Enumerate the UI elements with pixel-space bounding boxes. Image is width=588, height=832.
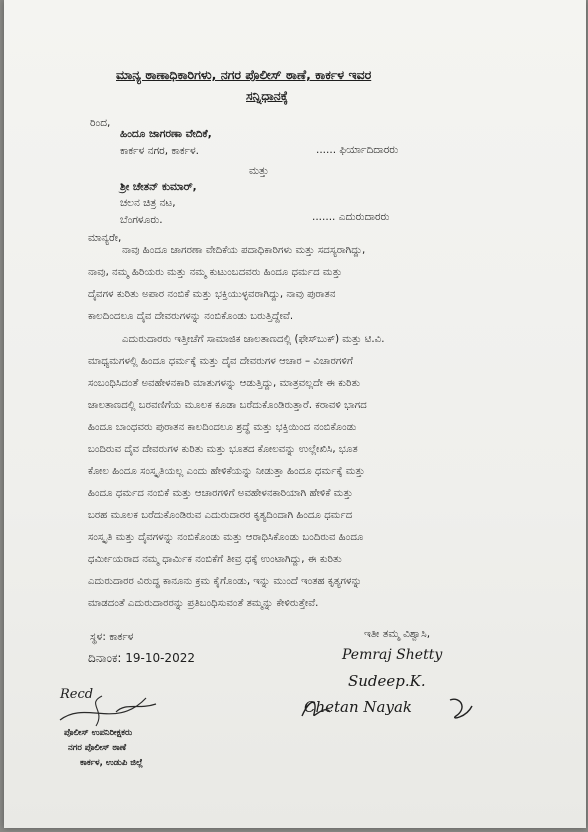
heading-line-2: ಸನ್ನಿಧಾನಕ್ಕೆ — [246, 88, 289, 103]
complainant-address: ಕಾರ್ಕಳ ನಗರ, ಕಾರ್ಕಳ. — [120, 145, 200, 157]
body-line: ಹಿಂದೂ ಧರ್ಮದ ನಂಬಿಕೆ ಮತ್ತು ಆಚಾರಗಳಿಗೆ ಅವಹೇಳನಕಾರಿಯಾಗಿ ಹೇಳಿಕೆ ಮತ್ತು — [88, 488, 353, 499]
body-line: ಮಾಡದಂತೆ ಎದುರುದಾರರನ್ನು ಪ್ರತಿಬಂಧಿಸುವಂತೆ ತಮ್ಮನ್ನು ಕೇಳಿರುತ್ತೇವೆ. — [88, 598, 319, 609]
and-label: ಮತ್ತು — [249, 165, 269, 177]
stamp-line-3: ಕಾರ್ಕಳ, ಉಡುಪಿ ಜಿಲ್ಲೆ — [80, 758, 143, 768]
body-line: ನಾವು, ನಮ್ಮ ಹಿರಿಯರು ಮತ್ತು ನಮ್ಮ ಕುಟುಂಬದವರು ಹಿಂದೂ ಧರ್ಮದ ಮತ್ತು — [88, 267, 343, 278]
from-label: ರಿಂದ, — [90, 117, 111, 129]
body-line: ನಾವು ಹಿಂದೂ ಜಾಗರಣಾ ವೇದಿಕೆಯ ಪದಾಧಿಕಾರಿಗಳು ಮತ್ತು ಸದಸ್ಯರಾಗಿದ್ದು, — [122, 245, 366, 256]
closing-text: ಇತೀ ತಮ್ಮ ವಿಶ್ವಾಸಿ, — [364, 628, 431, 640]
body-line: ಸಂಬಂಧಿಸಿದಂತೆ ಅವಹೇಳನಕಾರಿ ಮಾತುಗಳನ್ನು ಆಡುತ್ತಿದ್ದು, ಮಾತ್ರವಲ್ಲದೇ ಈ ಕುರಿತು — [88, 378, 361, 389]
signature-2: Sudeep.K. — [348, 672, 426, 690]
salutation: ಮಾನ್ಯರೇ, — [88, 232, 122, 244]
body-line: ದೈವಗಳ ಕುರಿತು ಅಪಾರ ನಂಬಿಕೆ ಮತ್ತು ಭಕ್ತಿಯುಳ್ಳವರಾಗಿದ್ದು, ನಾವು ಪುರಾತನ — [88, 289, 336, 300]
body-line: ಕೋಲ ಹಿಂದೂ ಸಂಸ್ಕೃತಿಯಲ್ಲ ಎಂದು ಹೇಳಿಕೆಯನ್ನು ನೀಡುತ್ತಾ ಹಿಂದೂ ಧರ್ಮಕ್ಕೆ ಮತ್ತು — [88, 466, 365, 477]
received-scribble-icon — [56, 687, 166, 730]
complainant-name: ಹಿಂದೂ ಜಾಗರಣಾ ವೇದಿಕೆ, — [120, 128, 212, 140]
signature-3: Chetan Nayak — [304, 698, 412, 716]
accused-profession: ಚಲನ ಚಿತ್ರ ನಟ, — [120, 197, 176, 209]
signature-flourish-icon — [300, 694, 480, 724]
accused-city: ಬೆಂಗಳೂರು. — [120, 214, 163, 226]
heading-line-1: ಮಾನ್ಯ ಠಾಣಾಧಿಕಾರಿಗಳು, ನಗರ ಪೊಲೀಸ್ ಠಾಣೆ, ಕಾರ್ಕಳ ಇವರ — [116, 67, 372, 82]
body-line: ಎದುರುದಾರರ ವಿರುದ್ಧ ಕಾನೂನು ಕ್ರಮ ಕೈಗೊಂಡು, ಇನ್ನು ಮುಂದೆ ಇಂತಹ ಕೃತ್ಯಗಳನ್ನು — [88, 576, 362, 587]
body-line: ಹಿಂದೂ ಬಾಂಧವರು ಪುರಾತನ ಕಾಲದಿಂದಲೂ ಶ್ರದ್ಧೆ ಮತ್ತು ಭಕ್ತಿಯಿಂದ ನಂಬಿಕೊಂಡು — [88, 422, 357, 433]
complainant-role: ...... ಫಿರ್ಯಾದಿದಾರರು — [316, 144, 399, 156]
date-label: ದಿನಾಂಕ: 19-10-2022 — [88, 651, 195, 665]
body-line: ಧರ್ಮೀಯರಾದ ನಮ್ಮ ಧಾರ್ಮಿಕ ನಂಬಿಕೆಗೆ ತೀವ್ರ ಧಕ್ಕೆ ಉಂಟಾಗಿದ್ದು, ಈ ಕುರಿತು — [88, 554, 342, 565]
body-line: ಸಂಸ್ಕೃತಿ ಮತ್ತು ದೈವಗಳನ್ನು ನಂಬಿಕೊಂಡು ಮತ್ತು ಆರಾಧಿಸಿಕೊಂಡು ಬಂದಿರುವ ಹಿಂದೂ — [88, 532, 364, 543]
body-line: ಬರಹ ಮೂಲಕ ಬರೆದುಕೊಂಡಿರುವ ಎದುರುದಾರರ ಕೃತ್ಯದಿಂದಾಗಿ ಹಿಂದೂ ಧರ್ಮದ — [88, 510, 353, 521]
body-line: ಮಾಧ್ಯಮಗಳಲ್ಲಿ ಹಿಂದೂ ಧರ್ಮಕ್ಕೆ ಮತ್ತು ದೈವ ದೇವರುಗಳ ಆಚಾರ – ವಿಚಾರಗಳಿಗೆ — [88, 356, 353, 367]
body-line: ಜಾಲತಾಣದಲ್ಲಿ ಬರವಣಿಗೆಯ ಮೂಲಕ ಕೂಡಾ ಬರೆದುಕೊಂಡಿರುತ್ತಾರೆ. ಕರಾವಳಿ ಭಾಗದ — [88, 400, 367, 411]
accused-name: ಶ್ರೀ ಚೇತನ್ ಕುಮಾರ್, — [120, 181, 197, 193]
document-page — [4, 0, 586, 828]
place-label: ಸ್ಥಳ: ಕಾರ್ಕಳ — [90, 631, 134, 643]
signature-1: Pemraj Shetty — [342, 647, 443, 663]
body-line: ಕಾಲದಿಂದಲೂ ದೈವ ದೇವರುಗಳನ್ನು ನಂಬಿಕೊಂಡು ಬರುತ್ತಿದ್ದೇವೆ. — [88, 311, 294, 322]
body-line: ಎದುರುದಾರರು ಇತ್ತೀಚೆಗೆ ಸಾಮಾಜಿಕ ಜಾಲತಾಣದಲ್ಲಿ (ಫೇಸ್‌ಬುಕ್) ಮತ್ತು ಟಿ.ವಿ. — [122, 334, 385, 345]
stamp-line-1: ಪೊಲೀಸ್ ಉಪನಿರೀಕ್ಷಕರು — [64, 728, 133, 738]
accused-role: ....... ಎದುರುದಾರರು — [312, 211, 390, 223]
stamp-line-2: ನಗರ ಪೊಲೀಸ್ ಠಾಣೆ — [68, 743, 127, 753]
received-note: Recd — [60, 687, 94, 702]
body-line: ಬಂದಿರುವ ದೈವ ದೇವರುಗಳ ಕುರಿತು ಮತ್ತು ಭೂತದ ಕೋಲವನ್ನು ಉಲ್ಲೇಖಿಸಿ, ಭೂತ — [88, 444, 358, 455]
